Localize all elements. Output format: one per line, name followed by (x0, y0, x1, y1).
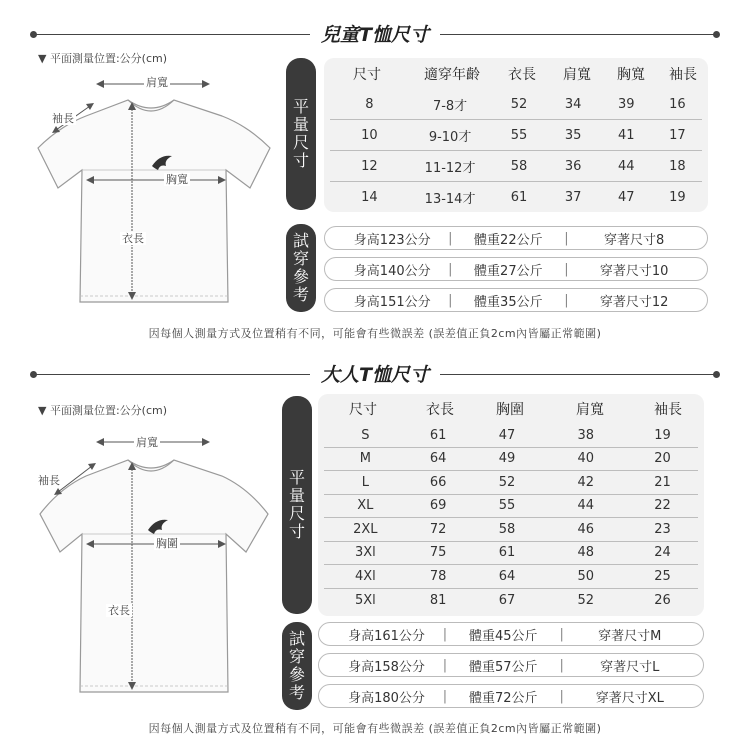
table-row (330, 89, 702, 120)
kids-title: 兒童T恤尺寸 (321, 24, 429, 46)
table-cell: 37 (564, 190, 582, 205)
table-cell: 12 (361, 158, 378, 174)
separator: | (442, 626, 448, 642)
table-cell: 75 (429, 545, 447, 561)
table-cell: 50 (577, 568, 595, 584)
table-header-cell: 肩寬 (576, 402, 604, 418)
table-cell: 61 (510, 190, 528, 205)
try-on-size: 穿著尺寸10 (599, 263, 669, 279)
separator: | (559, 626, 564, 642)
table-cell: 39 (617, 96, 635, 112)
table-cell: 36 (564, 158, 582, 174)
table-cell: 44 (577, 498, 595, 514)
try-on-row (324, 226, 708, 250)
table-row (330, 151, 702, 182)
table-cell: 21 (654, 474, 671, 490)
table-cell: 25 (654, 568, 671, 584)
table-cell: XL (357, 498, 374, 514)
try-on-row (324, 288, 708, 312)
try-on-weight: 體重57公斤 (469, 659, 538, 675)
table-cell: 24 (654, 545, 671, 561)
table-cell: 61 (498, 545, 516, 561)
try-on-row (318, 622, 704, 646)
table-header-cell: 適穿年齡 (424, 66, 480, 83)
kids-measure-note: ▼ 平面測量位置:公分(cm) (38, 52, 168, 65)
separator: | (448, 292, 453, 308)
table-cell: 78 (429, 568, 447, 584)
try-on-row (318, 653, 704, 677)
table-cell: 69 (429, 498, 447, 514)
try-on-weight: 體重22公斤 (474, 232, 543, 248)
try-on-height: 身高180公分 (348, 690, 425, 706)
table-cell: 52 (510, 96, 528, 112)
table-cell: 7-8才 (432, 98, 468, 114)
table-cell: 49 (498, 451, 516, 467)
try-on-height: 身高151公分 (353, 294, 431, 310)
table-cell: 35 (564, 127, 582, 143)
try-on-weight: 體重72公斤 (469, 690, 538, 706)
table-cell: 67 (498, 592, 516, 608)
try-on-height: 身高161公分 (348, 628, 425, 644)
table-cell: 18 (669, 158, 686, 174)
table-cell: 5Xl (354, 592, 376, 608)
try-on-size: 穿著尺寸8 (603, 232, 665, 248)
table-cell: 22 (654, 498, 671, 514)
separator: | (564, 292, 569, 308)
table-cell: S (361, 427, 370, 443)
table-row (324, 471, 698, 495)
kids-footnote: 因每個人測量方式及位置稍有不同，可能會有些微誤差 (誤差值正負2cm內皆屬正常範圍) (148, 327, 602, 340)
try-on-height: 身高123公分 (353, 232, 431, 248)
adults-shirt-outline (36, 430, 276, 700)
adults-side-label-try: 試 穿 參 考 (282, 622, 312, 710)
table-cell: 64 (429, 451, 447, 467)
adults-size-table (318, 394, 704, 616)
table-cell: 19 (654, 427, 671, 443)
table-header-cell: 胸圍 (496, 402, 524, 418)
table-cell: L (361, 474, 369, 490)
length-label: 衣長 (108, 604, 130, 617)
table-header-cell: 胸寬 (617, 66, 645, 83)
separator: | (564, 230, 569, 246)
adults-title: 大人T恤尺寸 (321, 364, 429, 386)
separator: | (442, 657, 448, 673)
table-header-cell: 袖長 (669, 66, 697, 83)
table-row (324, 424, 698, 448)
table-cell: 16 (669, 96, 686, 112)
table-cell: M (359, 451, 371, 467)
table-cell: 34 (564, 96, 582, 112)
table-header-cell: 尺寸 (349, 402, 377, 418)
shoulder-label: 肩寬 (146, 76, 168, 89)
shoulder-label: 肩寬 (136, 436, 158, 449)
adults-shirt-diagram (36, 430, 276, 700)
try-on-weight: 體重35公斤 (474, 294, 543, 310)
length-label: 衣長 (122, 232, 144, 245)
try-on-size: 穿著尺寸M (598, 628, 662, 644)
try-on-weight: 體重27公斤 (474, 263, 543, 279)
table-cell: 3Xl (354, 545, 376, 561)
table-cell: 8 (365, 96, 374, 112)
table-cell: 11-12才 (424, 160, 476, 176)
table-cell: 2XL (353, 521, 378, 537)
table-row (324, 518, 698, 542)
table-cell: 23 (654, 521, 671, 537)
table-cell: 46 (577, 521, 595, 537)
table-cell: 42 (577, 474, 595, 490)
separator: | (559, 688, 564, 704)
try-on-row (318, 684, 704, 708)
table-cell: 55 (498, 498, 516, 514)
table-cell: 41 (617, 127, 635, 143)
adults-title-row (30, 360, 720, 390)
table-row (324, 542, 698, 566)
separator: | (448, 230, 453, 246)
table-header-cell: 尺寸 (353, 66, 381, 83)
separator: | (442, 688, 448, 704)
chest-label: 胸寬 (166, 173, 188, 186)
kids-shirt-outline (36, 70, 276, 310)
adults-measure-note: ▼ 平面測量位置:公分(cm) (38, 404, 168, 417)
table-cell: 81 (429, 592, 447, 608)
try-on-height: 身高140公分 (353, 263, 431, 279)
chest-label: 胸圍 (156, 537, 178, 550)
try-on-height: 身高158公分 (348, 659, 425, 675)
table-cell: 40 (577, 451, 595, 467)
table-cell: 47 (617, 190, 635, 205)
table-cell: 52 (498, 474, 516, 490)
table-row (324, 448, 698, 472)
table-cell: 48 (577, 545, 595, 561)
try-on-size: 穿著尺寸L (600, 659, 660, 675)
table-cell: 72 (429, 521, 447, 537)
table-header-row (324, 58, 708, 89)
table-cell: 55 (510, 127, 528, 143)
try-on-weight: 體重45公斤 (469, 628, 538, 644)
table-row (324, 589, 698, 613)
table-cell: 26 (654, 592, 671, 608)
kids-title-row (30, 20, 720, 50)
kids-side-label-try: 試 穿 參 考 (286, 224, 316, 312)
table-header-cell: 衣長 (508, 66, 536, 83)
table-header-cell: 衣長 (426, 402, 454, 418)
try-on-size: 穿著尺寸XL (595, 690, 664, 706)
kids-shirt-diagram (36, 70, 276, 310)
table-row (330, 182, 702, 213)
table-cell: 64 (498, 568, 516, 584)
table-header-row (318, 394, 704, 424)
table-cell: 4Xl (354, 568, 376, 584)
kids-side-label-table: 平 量 尺 寸 (286, 58, 316, 210)
separator: | (564, 261, 569, 277)
sleeve-label: 袖長 (52, 112, 74, 125)
kids-section (0, 0, 750, 350)
table-header-cell: 袖長 (654, 402, 682, 418)
table-cell: 52 (577, 592, 595, 608)
table-cell: 44 (617, 158, 635, 174)
adults-side-label-table: 平 量 尺 寸 (282, 396, 312, 614)
table-cell: 61 (429, 427, 447, 443)
adults-section (0, 358, 750, 750)
kids-size-table (324, 58, 708, 212)
table-cell: 14 (361, 190, 378, 205)
separator: | (559, 657, 564, 673)
table-header-cell: 肩寬 (563, 66, 591, 83)
sleeve-label: 袖長 (38, 474, 60, 487)
table-cell: 17 (669, 127, 686, 143)
table-cell: 13-14才 (424, 192, 476, 207)
try-on-row (324, 257, 708, 281)
table-cell: 9-10才 (428, 129, 472, 145)
table-cell: 10 (361, 127, 378, 143)
table-row (330, 120, 702, 151)
table-cell: 58 (510, 158, 528, 174)
table-row (324, 565, 698, 589)
table-cell: 38 (577, 427, 595, 443)
try-on-size: 穿著尺寸12 (599, 294, 669, 310)
table-cell: 47 (498, 427, 516, 443)
table-cell: 58 (498, 521, 516, 537)
table-cell: 20 (654, 451, 671, 467)
separator: | (448, 261, 453, 277)
adults-footnote: 因每個人測量方式及位置稍有不同，可能會有些微誤差 (誤差值正負2cm內皆屬正常範圍) (148, 722, 602, 735)
table-cell: 19 (669, 190, 686, 205)
table-cell: 66 (429, 474, 447, 490)
table-row (324, 495, 698, 519)
